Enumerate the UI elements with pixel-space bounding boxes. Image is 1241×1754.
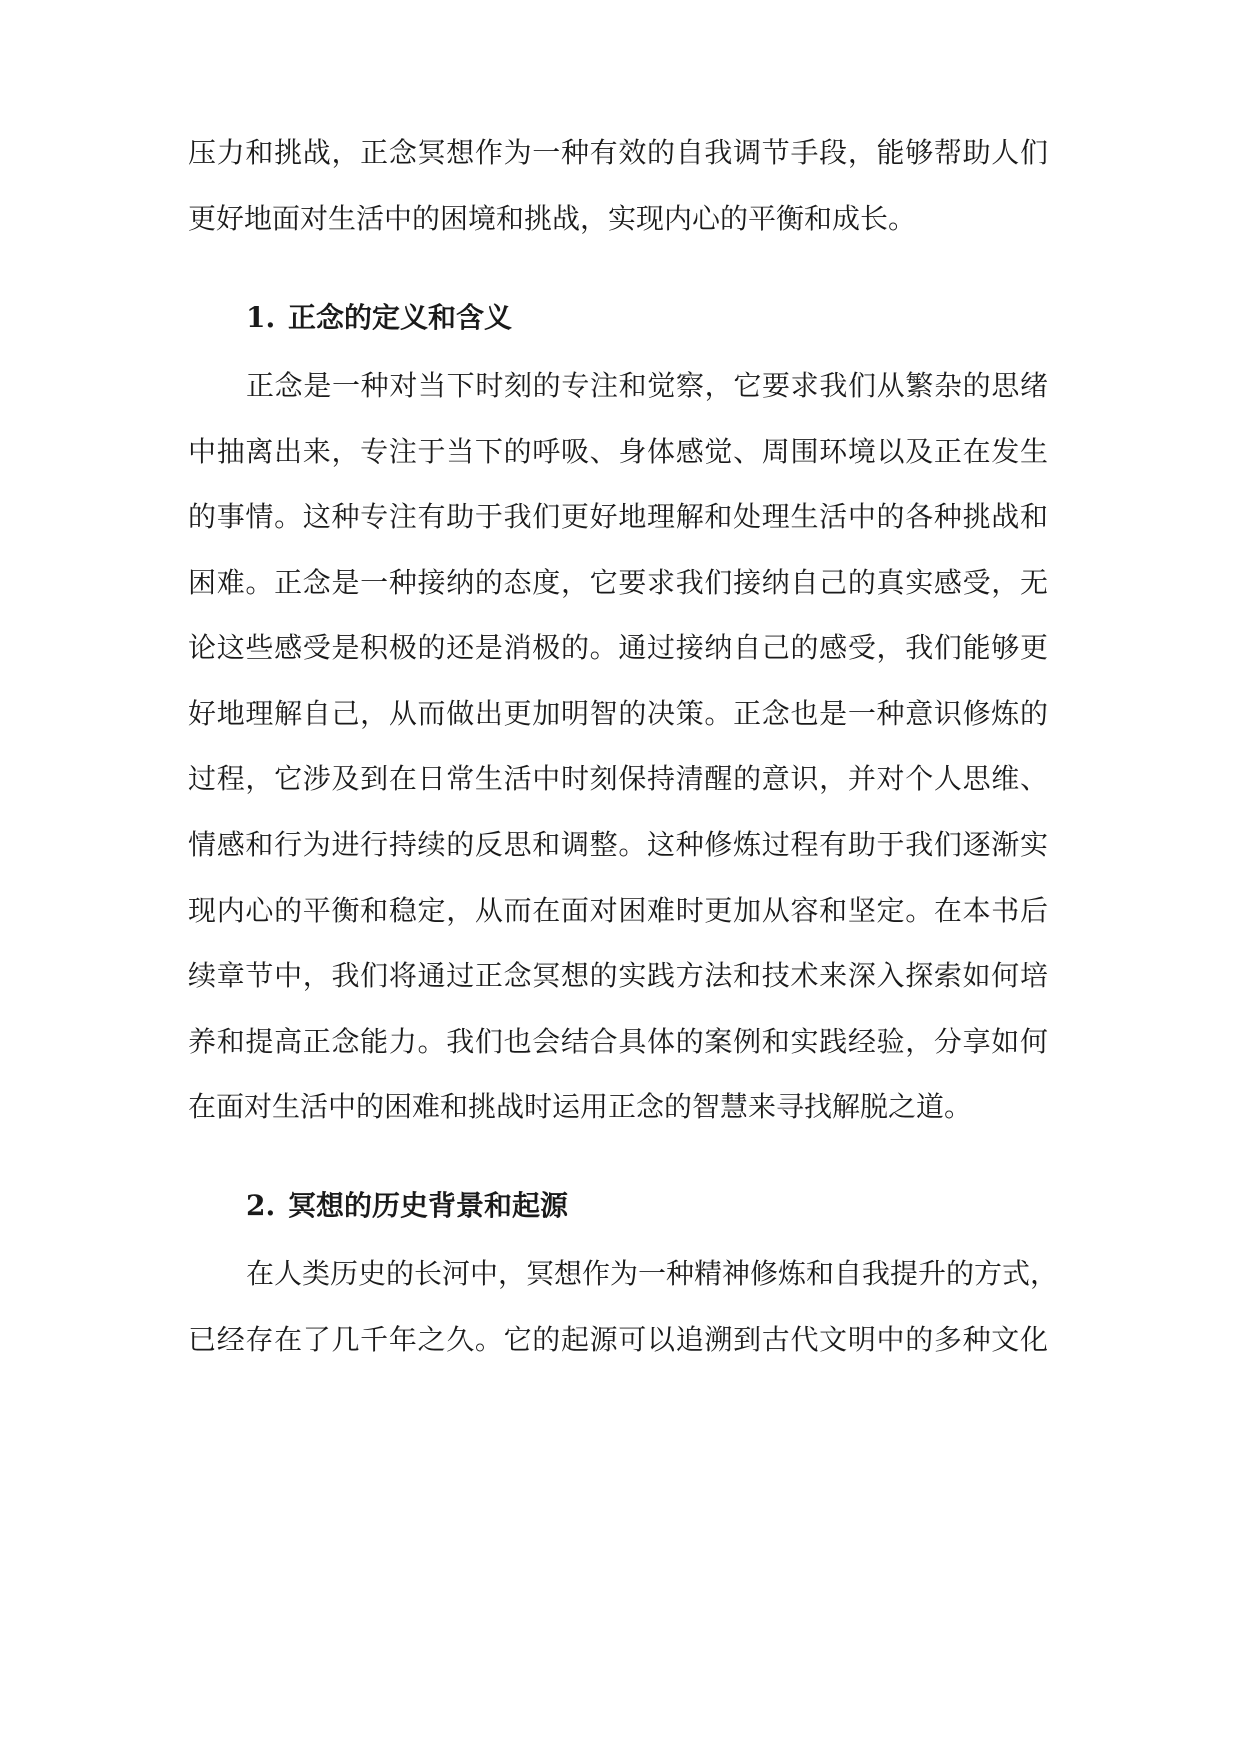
section-number: 2. bbox=[246, 1189, 276, 1222]
paragraph-line: 中抽离出来，专注于当下的呼吸、身体感觉、周围环境以及正在发生 bbox=[188, 435, 1048, 468]
paragraph-line: 在面对生活中的困难和挑战时运用正念的智慧来寻找解脱之道。 bbox=[188, 1090, 973, 1123]
paragraph-line: 已经存在了几千年之久。它的起源可以追溯到古代文明中的多种文化 bbox=[188, 1323, 1048, 1356]
section-title: 冥想的历史背景和起源 bbox=[288, 1189, 569, 1222]
paragraph-line: 困难。正念是一种接纳的态度，它要求我们接纳自己的真实感受，无 bbox=[188, 566, 1048, 599]
section-heading-2 bbox=[246, 1186, 568, 1226]
intro-line: 压力和挑战，正念冥想作为一种有效的自我调节手段，能够帮助人们 bbox=[188, 136, 1048, 169]
paragraph-line: 过程，它涉及到在日常生活中时刻保持清醒的意识，并对个人思维、 bbox=[188, 762, 1048, 795]
paragraph-line: 养和提高正念能力。我们也会结合具体的案例和实践经验，分享如何 bbox=[188, 1025, 1048, 1058]
paragraph-line: 现内心的平衡和稳定，从而在面对困难时更加从容和坚定。在本书后 bbox=[188, 894, 1048, 927]
paragraph-line: 正念是一种对当下时刻的专注和觉察，它要求我们从繁杂的思绪 bbox=[246, 369, 1048, 402]
section-title: 正念的定义和含义 bbox=[288, 301, 513, 334]
paragraph-line: 在人类历史的长河中，冥想作为一种精神修炼和自我提升的方式， bbox=[246, 1257, 1059, 1290]
section-number: 1. bbox=[246, 301, 276, 334]
intro-line: 更好地面对生活中的困境和挑战，实现内心的平衡和成长。 bbox=[188, 202, 917, 235]
paragraph-line: 情感和行为进行持续的反思和调整。这种修炼过程有助于我们逐渐实 bbox=[188, 828, 1048, 861]
paragraph-line: 论这些感受是积极的还是消极的。通过接纳自己的感受，我们能够更 bbox=[188, 631, 1048, 664]
section-heading-1 bbox=[246, 298, 512, 338]
paragraph-line: 续章节中，我们将通过正念冥想的实践方法和技术来深入探索如何培 bbox=[188, 959, 1048, 992]
paragraph-line: 的事情。这种专注有助于我们更好地理解和处理生活中的各种挑战和 bbox=[188, 500, 1048, 533]
paragraph-line: 好地理解自己，从而做出更加明智的决策。正念也是一种意识修炼的 bbox=[188, 697, 1048, 730]
